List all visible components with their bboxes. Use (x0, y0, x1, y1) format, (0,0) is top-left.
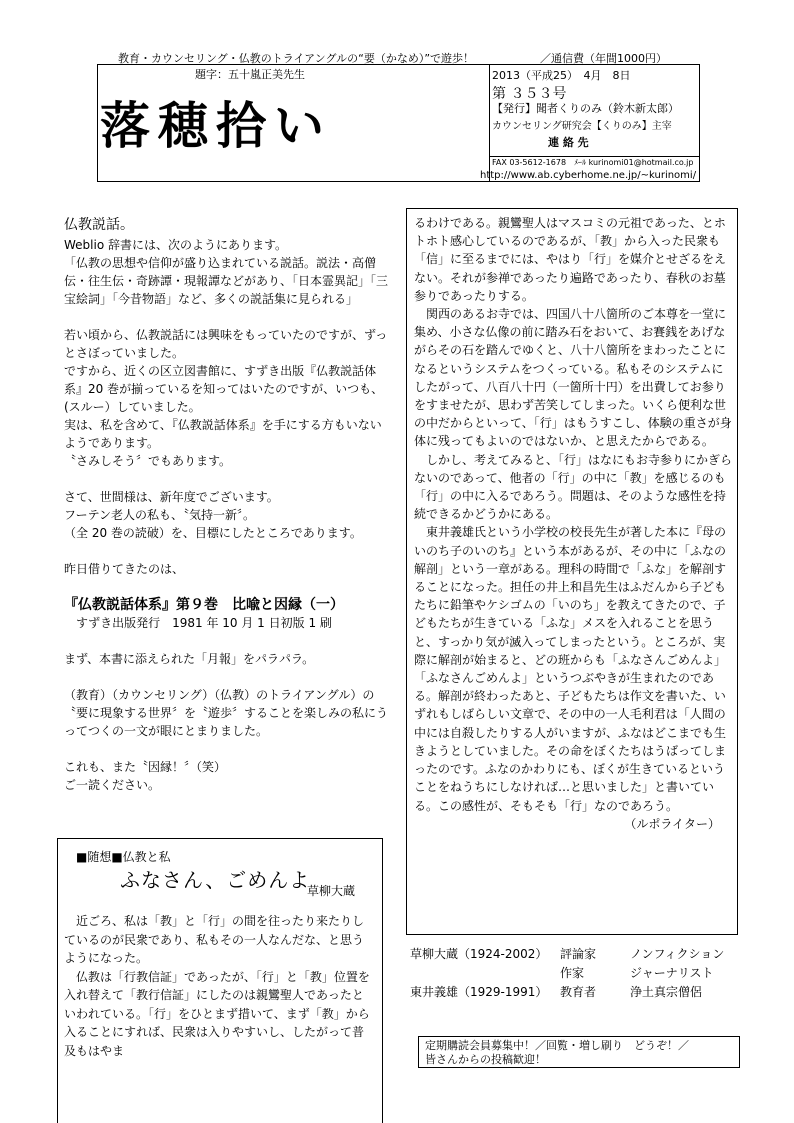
book-publication: すずき出版発行 1981 年 10 月 1 日初版 1 刷 (76, 616, 332, 630)
article-paragraph: （教育）（カウンセリング）（仏教）のトライアングル）の〝要に現象する世界〞を〝遊歩〞することを楽しみの私にうってつくの一文が眼にとまりました。 (64, 688, 389, 738)
article-paragraph: 〝さみしそう〞でもあります。 (64, 454, 232, 468)
article-quote: 「仏教の思想や信仰が盛り込まれている説話。説法・高僧伝・往生伝・奇跡譚・現報譚などがあり、「日本霊異記」「三宝絵詞」「今昔物語」など、多くの説話集に見られる」 (64, 256, 389, 306)
subscription-fee: ／通信費（年間1000円） (540, 52, 667, 65)
article-paragraph: Weblio 辞書には、次のようにあります。 (64, 238, 288, 252)
credit-row (410, 945, 724, 964)
website-url: http://www.ab.cyberhome.ne.jp/~kurinomi/ (480, 170, 697, 181)
book-title: 『仏教説話体系』第９巻 比喩と因縁（一） (64, 597, 344, 613)
essay-paragraph: 近ごろ、私は「教」と「行」の間を往ったり来たりしているのが民衆であり、私もその一人なんだな、と思うようになった。 (64, 914, 365, 965)
article-paragraph: 若い頃から、仏教説話には興味をもっていたのですが、ずっとさぼっていました。 (64, 328, 388, 360)
main-article (64, 216, 392, 794)
article-paragraph: 実は、私を含めて、『仏教説話体系』を手にする方もいないようであります。 (64, 418, 382, 450)
notice-line: 皆さんからの投稿歓迎！ (425, 1053, 546, 1066)
article-paragraph: ご一読ください。 (64, 778, 161, 792)
tagline: 教育・カウンセリング・仏教のトライアングルの“要（かなめ）”で遊歩！ (118, 52, 475, 65)
credit-row (410, 983, 724, 1002)
issue-date: 2013（平成25） 4月 8日 (492, 69, 631, 82)
essay-byline: （ルポライター） (624, 816, 720, 831)
essay-paragraph: しかし、考えてみると、「行」はなにもお寺参りにかぎらないのであって、他者の「行」の中に「教」を感じるのも「行」の中に入るであろう。問題は、そのような感性を持続できるかどうかにある。 (414, 452, 733, 522)
masthead-divider (489, 65, 490, 181)
credit-row (410, 964, 724, 983)
essay-paragraph: 仏教は「行教信証」であったが、「行」と「教」位置を入れ替えて「教行信証」にしたのは親鸞聖人であったといわれている。「行」をひとまず措いて、まず「教」から入ることにすれば、民衆は入りやすいし、したがって普及もはやま (64, 969, 370, 1058)
author-credits (410, 945, 724, 1002)
credit-name (410, 964, 560, 983)
essay-body (64, 912, 374, 1060)
article-title: 仏教説話。 (64, 217, 134, 233)
title-calligrapher: 題字：五十嵐正美先生 (195, 68, 305, 81)
essay-paragraph: るわけである。親鸞聖人はマスコミの元祖であった、とホトホト感心しているのであるが、「教」から入った民衆も「信」に至るまでには、やはり「行」を媒介とせざるをえない。それが参禅であったり遍路であったり、春秋のお墓参りであったりする。 (414, 216, 727, 303)
essay-author: 草柳大蔵 (307, 884, 356, 898)
article-paragraph: 昨日借りてきたのは、 (64, 562, 185, 576)
article-paragraph: さて、世間様は、新年度でございます。 (64, 490, 279, 504)
credit-role: 教育者 (560, 985, 597, 999)
credit-role: 評論家 (560, 947, 597, 961)
credit-role: 作家 (560, 966, 585, 980)
credit-name: 東井義雄（1929-1991） (410, 985, 548, 999)
continued-essay (414, 214, 734, 833)
organization: カウンセリング研究会【くりのみ】主宰 (492, 121, 672, 132)
essay-title: ふなさん、ごめんよ (120, 868, 311, 892)
notice-box (418, 1036, 740, 1068)
contact-label: 連 絡 先 (548, 136, 589, 149)
notice-line: 定期購読会員募集中！／回覧・増し刷り どうぞ！／ (425, 1039, 689, 1052)
essay-paragraph: 関西のあるお寺では、四国八十八箇所のご本尊を一堂に集め、小さな仏像の前に踏み石をおいて、お賽銭をあげながらその石を踏んでゆくと、八十八箇所をまわったことになるというシステムをつくっている。私もそのシステムにしたがって、八百八十円（一箇所十円）を出費してお参りをすませたが、思わず苦笑してしまった。いくら便利な世の中だからといって、「行」はもうすこし、体験の重さが身体に残ってもよいのではないか、と思えたからである。 (414, 307, 732, 449)
credit-role2: ノンフィクション (630, 947, 725, 961)
issue-number: 第 ３５３号 (492, 86, 567, 102)
article-paragraph: （全 20 巻の読破）を、目標にしたところであります。 (64, 526, 362, 540)
essay-paragraph: 東井義雄氏という小学校の校長先生が著した本に『母のいのち子のいのち』という本があるが、その中に「ふなの解剖」という一章がある。理科の時間で「ふな」を解剖することになった。担任の井上和昌先生はふだんから子どもたちに鉛筆やケシゴムの「いのち」を教えてきたので、子どもたちが生きている「ふな」メスを入れることを思うと、すっかり気が滅入ってしまったという。ところが、実際に解剖が始まると、どの班からも「ふなさんごめんよ」「ふなさんごめんよ」というつぶやきが生まれたのである。解剖が終わったあと、子どもたちは作文を書いた、いずれもしばらしい文章で、その中の一人毛利君は「人間の中には自殺したりする人がいますが、ふなはどこまでも生きようとしていました。その命をぼくたちはうばってしまったのです。ふなのかわりにも、ぼくが生きているということをねうちにしなければ…と思いました」と書いている。この感性が、そもそも「行」なのであろう。 (414, 525, 727, 813)
article-paragraph: これも、また〝因縁！〞（笑） (64, 760, 227, 774)
publisher: 【発行】聞者くりのみ（鈴木新太郎） (492, 102, 679, 115)
article-paragraph: ですから、近くの区立図書館に、すずき出版『仏教説話体系』20 巻が揃っているを知ってはいたのですが、いつも、(スルー）していました。 (64, 364, 384, 414)
fax-email: FAX 03-5612-1678 ﾒｰﾙ kurinomi01@hotmail.co.jp (492, 158, 694, 167)
credit-role2: ジャーナリスト (630, 966, 714, 980)
masthead-title: 落穂拾い (100, 96, 332, 155)
article-paragraph: まず、本書に添えられた「月報」をパラパラ。 (64, 652, 315, 666)
credit-name: 草柳大蔵（1924-2002） (410, 947, 548, 961)
credit-role2: 浄土真宗僧侶 (630, 985, 703, 999)
essay-header: ■随想■仏教と私 (76, 850, 171, 864)
article-paragraph: フーテン老人の私も、〝気持一新〞。 (64, 508, 256, 522)
